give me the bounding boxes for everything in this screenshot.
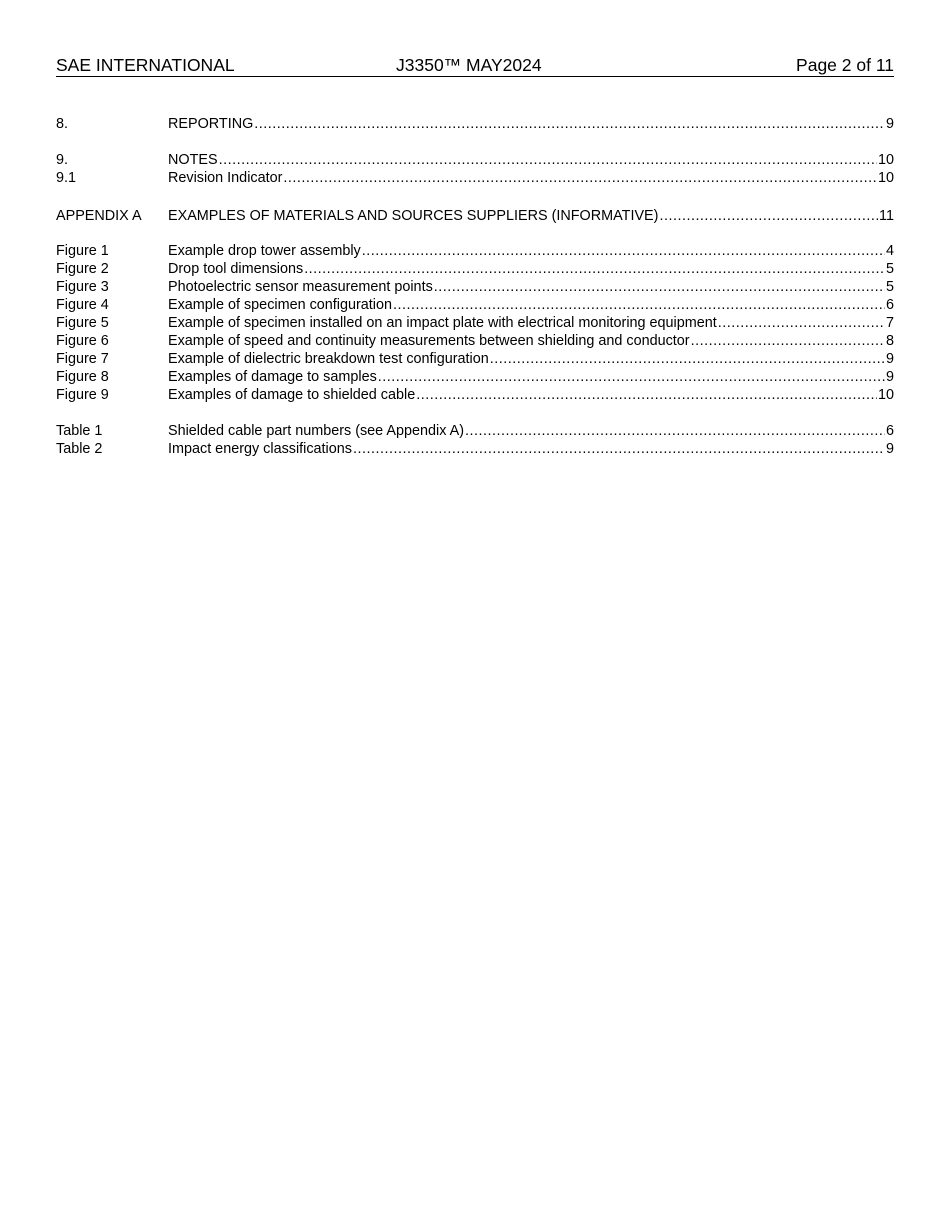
toc-entry-page: 6 xyxy=(885,423,894,439)
toc-entry-number: Figure 2 xyxy=(56,261,109,277)
toc-entry-title: Example drop tower assembly xyxy=(168,243,361,259)
toc-dot-leader xyxy=(254,115,885,133)
toc-entry[interactable] xyxy=(56,386,894,404)
toc-entry[interactable] xyxy=(56,368,894,386)
table-of-contents xyxy=(56,115,894,458)
toc-entry[interactable] xyxy=(56,332,894,350)
toc-dot-leader xyxy=(219,151,877,169)
toc-entry-page: 9 xyxy=(885,441,894,457)
toc-entry[interactable] xyxy=(56,260,894,278)
toc-dot-leader xyxy=(283,169,877,187)
toc-entry-page: 5 xyxy=(885,261,894,277)
toc-entry-number: Figure 6 xyxy=(56,333,109,349)
toc-entry-number: APPENDIX A xyxy=(56,208,142,224)
header-page-number: Page 2 of 11 xyxy=(796,55,894,75)
page-header xyxy=(56,54,894,77)
toc-dot-leader xyxy=(490,350,885,368)
toc-entry-number: Figure 1 xyxy=(56,243,109,259)
toc-entry[interactable] xyxy=(56,350,894,368)
toc-entry[interactable] xyxy=(56,151,894,169)
toc-entry-title: Examples of damage to samples xyxy=(168,369,377,385)
toc-dot-leader xyxy=(691,332,885,350)
toc-dot-leader xyxy=(416,386,877,404)
toc-entry-page: 9 xyxy=(885,116,894,132)
toc-dot-leader xyxy=(659,207,878,225)
toc-entry-number: Table 2 xyxy=(56,441,103,457)
toc-dot-leader xyxy=(353,440,885,458)
toc-entry-title: REPORTING xyxy=(168,116,254,132)
toc-group-notes xyxy=(56,151,894,187)
toc-entry-title: EXAMPLES OF MATERIALS AND SOURCES SUPPLIERS (INFORMATIVE) xyxy=(168,208,659,224)
toc-entry-title: Example of specimen configuration xyxy=(168,297,392,313)
toc-entry[interactable] xyxy=(56,242,894,260)
toc-entry[interactable] xyxy=(56,314,894,332)
toc-entry-title: Drop tool dimensions xyxy=(168,261,304,277)
toc-entry[interactable] xyxy=(56,296,894,314)
toc-entry[interactable] xyxy=(56,169,894,187)
toc-entry-title: Revision Indicator xyxy=(168,170,283,186)
toc-entry[interactable] xyxy=(56,422,894,440)
toc-entry-number: Figure 9 xyxy=(56,387,109,403)
toc-entry-number: 9.1 xyxy=(56,170,77,186)
toc-group-figures xyxy=(56,242,894,404)
toc-entry[interactable] xyxy=(56,440,894,458)
toc-entry-page: 4 xyxy=(885,243,894,259)
toc-dot-leader xyxy=(362,242,885,260)
toc-entry[interactable] xyxy=(56,278,894,296)
toc-entry-page: 6 xyxy=(885,297,894,313)
toc-group-appendices xyxy=(56,207,894,225)
header-organization: SAE INTERNATIONAL xyxy=(56,55,235,75)
toc-entry-title: Example of dielectric breakdown test configuration xyxy=(168,351,489,367)
toc-entry-page: 7 xyxy=(885,315,894,331)
toc-entry-title: Shielded cable part numbers (see Appendix A) xyxy=(168,423,464,439)
toc-entry-page: 10 xyxy=(877,170,894,186)
toc-group-tables xyxy=(56,422,894,458)
toc-group-reporting xyxy=(56,115,894,133)
toc-entry-number: Table 1 xyxy=(56,423,103,439)
toc-entry[interactable] xyxy=(56,207,894,225)
toc-dot-leader xyxy=(434,278,885,296)
toc-entry-title: Photoelectric sensor measurement points xyxy=(168,279,433,295)
toc-dot-leader xyxy=(718,314,885,332)
header-document-id: J3350™ MAY2024 xyxy=(396,55,542,75)
toc-entry-title: Examples of damage to shielded cable xyxy=(168,387,416,403)
toc-dot-leader xyxy=(378,368,885,386)
toc-entry-number: Figure 7 xyxy=(56,351,109,367)
toc-dot-leader xyxy=(393,296,885,314)
toc-entry-page: 9 xyxy=(885,351,894,367)
toc-entry-number: Figure 3 xyxy=(56,279,109,295)
toc-entry-title: NOTES xyxy=(168,152,218,168)
toc-entry-title: Example of specimen installed on an impact plate with electrical monitoring equipment xyxy=(168,315,717,331)
toc-entry-page: 8 xyxy=(885,333,894,349)
toc-dot-leader xyxy=(304,260,885,278)
toc-entry-number: Figure 8 xyxy=(56,369,109,385)
toc-entry-number: 8. xyxy=(56,116,69,132)
toc-entry-title: Impact energy classifications xyxy=(168,441,352,457)
toc-entry-page: 9 xyxy=(885,369,894,385)
toc-dot-leader xyxy=(465,422,885,440)
toc-entry-title: Example of speed and continuity measurements between shielding and conductor xyxy=(168,333,690,349)
toc-entry-number: 9. xyxy=(56,152,69,168)
toc-entry-number: Figure 4 xyxy=(56,297,109,313)
toc-entry-number: Figure 5 xyxy=(56,315,109,331)
toc-entry[interactable] xyxy=(56,115,894,133)
toc-entry-page: 5 xyxy=(885,279,894,295)
toc-entry-page: 11 xyxy=(879,208,894,224)
toc-entry-page: 10 xyxy=(877,152,894,168)
toc-entry-page: 10 xyxy=(877,387,894,403)
